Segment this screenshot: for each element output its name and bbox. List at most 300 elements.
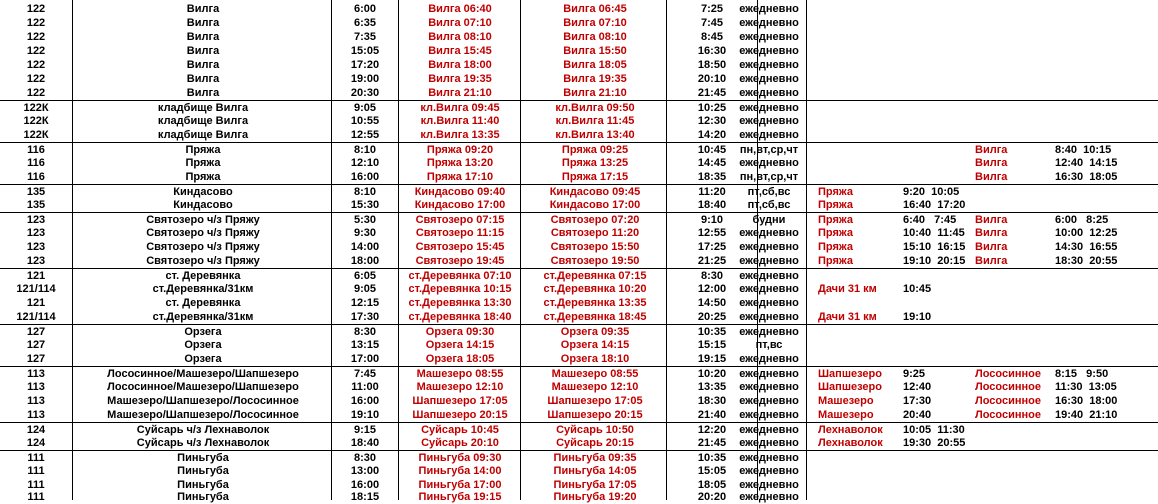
extra-stop-1-times: 10:40 11:45 (903, 227, 965, 239)
operating-days: пн,вт,ср,чт (739, 171, 799, 183)
operating-days: ежедневно (739, 395, 799, 407)
route-number: 113 (27, 395, 45, 407)
operating-days: ежедневно (739, 270, 799, 282)
route-number: 122К (23, 102, 49, 114)
destination: Вилга (186, 87, 220, 99)
arrival-stop: Шапшезеро 20:15 (412, 409, 508, 421)
route-number: 122 (26, 45, 46, 57)
operating-days: ежедневно (739, 115, 799, 127)
departure-time: 15:30 (350, 199, 380, 211)
extra-stop-1: Машезеро (818, 409, 874, 421)
table-row (0, 198, 1158, 212)
table-row (0, 380, 1158, 394)
route-number: 122 (26, 87, 46, 99)
destination: ст. Деревянка (165, 270, 241, 282)
route-number: 121/114 (16, 283, 56, 295)
return-stop: Пиньгуба 09:35 (553, 452, 637, 464)
route-number: 122 (26, 31, 46, 43)
return-stop: Святозеро 15:50 (550, 241, 640, 253)
table-row (0, 464, 1158, 478)
destination: Вилга (186, 17, 220, 29)
route-number: 116 (27, 144, 45, 156)
return-arrival-time: 18:50 (697, 59, 727, 71)
arrival-stop: кл.Вилга 09:45 (420, 102, 500, 114)
extra-stop-1-times: 15:10 16:15 (903, 241, 966, 253)
route-number: 127 (26, 326, 46, 338)
destination: Суйсарь ч/з Лехнаволок (136, 437, 270, 449)
extra-stop-1: Машезеро (818, 395, 874, 407)
destination: ст.Деревянка/31км (152, 283, 254, 295)
return-stop: Машезеро 08:55 (551, 368, 639, 380)
route-number: 122К (23, 129, 49, 141)
route-number: 113 (27, 368, 45, 380)
table-row (0, 114, 1158, 128)
extra-stop-1-times: 10:05 11:30 (903, 424, 965, 436)
table-row (0, 436, 1158, 450)
return-stop: Вилга 18:05 (563, 59, 627, 71)
arrival-stop: Вилга 08:10 (428, 31, 492, 43)
extra-stop-2-times: 18:30 20:55 (1055, 255, 1118, 267)
table-row (0, 44, 1158, 58)
return-stop: Вилга 15:50 (563, 45, 627, 57)
table-row (0, 240, 1158, 254)
destination: Машезеро/Шапшезеро/Лососинное (107, 409, 299, 421)
departure-time: 6:00 (353, 3, 377, 15)
extra-stop-1-times: 12:40 (903, 381, 932, 393)
table-row (0, 16, 1158, 30)
arrival-stop: ст.Деревянка 18:40 (408, 311, 512, 323)
arrival-stop: Киндасово 17:00 (414, 199, 506, 211)
extra-stop-1-times: 20:40 (903, 409, 932, 421)
route-number: 123 (26, 255, 46, 267)
table-row (0, 324, 1158, 339)
arrival-stop: Вилга 18:00 (428, 59, 492, 71)
table-row (0, 170, 1158, 184)
return-stop: Пряжа 09:25 (561, 144, 629, 156)
arrival-stop: Святозеро 19:45 (415, 255, 505, 267)
table-row (0, 72, 1158, 86)
extra-stop-2-times: 6:00 8:25 (1055, 214, 1109, 226)
destination: кладбище Вилга (157, 129, 249, 141)
operating-days: ежедневно (739, 129, 799, 141)
operating-days: пт,вс (755, 339, 783, 351)
arrival-stop: Машезеро 12:10 (416, 381, 504, 393)
return-stop: Суйсарь 10:50 (556, 424, 634, 436)
departure-time: 9:15 (353, 424, 377, 436)
arrival-stop: Суйсарь 10:45 (421, 424, 499, 436)
extra-stop-2-times: 14:30 16:55 (1055, 241, 1118, 253)
route-number: 123 (26, 227, 46, 239)
extra-stop-2: Вилга (975, 144, 1008, 156)
table-row (0, 212, 1158, 227)
return-arrival-time: 10:35 (697, 452, 727, 464)
departure-time: 12:55 (350, 129, 380, 141)
destination: Вилга (186, 73, 220, 85)
departure-time: 11:00 (351, 381, 379, 393)
route-number: 127 (26, 353, 46, 365)
departure-time: 16:00 (350, 395, 380, 407)
departure-time: 14:00 (350, 241, 380, 253)
arrival-stop: ст.Деревянка 07:10 (408, 270, 512, 282)
route-number: 123 (26, 241, 46, 253)
departure-time: 9:05 (353, 102, 377, 114)
departure-time: 19:00 (350, 73, 380, 85)
return-arrival-time: 21:45 (697, 437, 727, 449)
arrival-stop: Пиньгуба 09:30 (418, 452, 502, 464)
extra-stop-1: Пряжа (818, 227, 853, 239)
arrival-stop: ст.Деревянка 10:15 (408, 283, 512, 295)
arrival-stop: Орзега 18:05 (425, 353, 495, 365)
table-row (0, 156, 1158, 170)
departure-time: 12:15 (350, 297, 380, 309)
return-stop: ст.Деревянка 10:20 (543, 283, 647, 295)
return-arrival-time: 20:10 (697, 73, 727, 85)
arrival-stop: Шапшезеро 17:05 (412, 395, 508, 407)
return-arrival-time: 11:20 (698, 186, 726, 198)
return-stop: Вилга 08:10 (563, 31, 627, 43)
operating-days: ежедневно (739, 368, 799, 380)
return-arrival-time: 21:45 (697, 87, 727, 99)
departure-time: 7:35 (353, 31, 377, 43)
table-row (0, 30, 1158, 44)
route-number: 124 (26, 437, 46, 449)
operating-days: ежедневно (739, 424, 799, 436)
arrival-stop: Святозеро 15:45 (415, 241, 505, 253)
extra-stop-1: Дачи 31 км (818, 311, 877, 323)
table-row (0, 490, 1158, 504)
route-number: 111 (27, 452, 45, 464)
table-row (0, 338, 1158, 352)
table-row (0, 422, 1158, 437)
extra-stop-2: Лососинное (975, 381, 1041, 393)
departure-time: 6:35 (353, 17, 377, 29)
return-stop: Киндасово 17:00 (549, 199, 641, 211)
departure-time: 17:30 (350, 311, 380, 323)
destination: Пряжа (185, 171, 221, 183)
arrival-stop: Киндасово 09:40 (414, 186, 506, 198)
extra-stop-2-times: 8:40 10:15 (1055, 144, 1112, 156)
destination: Киндасово (173, 199, 233, 211)
extra-stop-2: Вилга (975, 227, 1008, 239)
extra-stop-2-times: 8:15 9:50 (1055, 368, 1109, 380)
arrival-stop: Пряжа 13:20 (426, 157, 494, 169)
operating-days: ежедневно (739, 465, 799, 477)
return-stop: ст.Деревянка 13:35 (543, 297, 647, 309)
destination: Святозеро ч/з Пряжу (146, 214, 260, 226)
arrival-stop: Пиньгуба 14:00 (418, 465, 502, 477)
route-number: 127 (26, 339, 46, 351)
destination: Пряжа (185, 157, 221, 169)
extra-stop-2-times: 16:30 18:00 (1055, 395, 1118, 407)
arrival-stop: Пиньгуба 17:00 (418, 479, 502, 491)
return-arrival-time: 14:50 (697, 297, 727, 309)
arrival-stop: Орзега 09:30 (425, 326, 495, 338)
extra-stop-1-times: 17:30 (903, 395, 932, 407)
departure-time: 13:15 (350, 339, 380, 351)
extra-stop-1-times: 9:20 10:05 (903, 186, 960, 198)
operating-days: ежедневно (739, 45, 799, 57)
return-arrival-time: 20:20 (697, 491, 727, 503)
return-stop: Вилга 21:10 (563, 87, 627, 99)
table-row (0, 296, 1158, 310)
destination: Пиньгуба (177, 491, 229, 503)
operating-days: будни (752, 214, 786, 226)
departure-time: 13:00 (350, 465, 380, 477)
extra-stop-2: Лососинное (975, 395, 1041, 407)
table-row (0, 128, 1158, 142)
return-stop: Орзега 14:15 (560, 339, 630, 351)
extra-stop-1: Шапшезеро (818, 381, 882, 393)
extra-stop-1-times: 6:40 7:45 (903, 214, 957, 226)
return-arrival-time: 15:15 (697, 339, 727, 351)
arrival-stop: Вилга 21:10 (428, 87, 492, 99)
destination: Суйсарь ч/з Лехнаволок (136, 424, 270, 436)
route-number: 111 (27, 479, 45, 491)
arrival-stop: Святозеро 07:15 (415, 214, 505, 226)
return-arrival-time: 20:25 (697, 311, 727, 323)
extra-stop-1-times: 16:40 17:20 (903, 199, 966, 211)
table-row (0, 282, 1158, 296)
departure-time: 18:15 (350, 491, 380, 503)
return-arrival-time: 21:40 (697, 409, 727, 421)
return-arrival-time: 10:35 (697, 326, 727, 338)
destination: Пиньгуба (177, 465, 229, 477)
destination: кладбище Вилга (157, 102, 249, 114)
arrival-stop: кл.Вилга 11:40 (420, 115, 500, 127)
return-stop: Суйсарь 20:15 (556, 437, 634, 449)
operating-days: ежедневно (739, 311, 799, 323)
extra-stop-2: Вилга (975, 214, 1008, 226)
destination: кладбище Вилга (157, 115, 249, 127)
return-arrival-time: 17:25 (697, 241, 727, 253)
return-arrival-time: 10:20 (697, 368, 727, 380)
operating-days: пн,вт,ср,чт (739, 144, 799, 156)
departure-time: 7:45 (353, 368, 377, 380)
departure-time: 16:00 (350, 171, 380, 183)
operating-days: ежедневно (739, 3, 799, 15)
departure-time: 8:30 (353, 326, 377, 338)
arrival-stop: ст.Деревянка 13:30 (408, 297, 512, 309)
extra-stop-2: Вилга (975, 171, 1008, 183)
table-row (0, 450, 1158, 465)
destination: Лососинное/Машезеро/Шапшезеро (107, 368, 299, 380)
arrival-stop: Суйсарь 20:10 (421, 437, 499, 449)
return-stop: Пряжа 17:15 (561, 171, 629, 183)
departure-time: 18:00 (350, 255, 380, 267)
return-arrival-time: 9:10 (700, 214, 724, 226)
return-stop: ст.Деревянка 07:15 (543, 270, 647, 282)
table-row (0, 142, 1158, 157)
route-number: 111 (27, 491, 45, 503)
route-number: 121 (26, 270, 46, 282)
departure-time: 19:10 (350, 409, 380, 421)
operating-days: ежедневно (739, 297, 799, 309)
operating-days: ежедневно (739, 326, 799, 338)
route-number: 113 (27, 409, 45, 421)
arrival-stop: Вилга 07:10 (428, 17, 492, 29)
operating-days: ежедневно (739, 59, 799, 71)
departure-time: 8:30 (353, 452, 377, 464)
return-stop: Машезеро 12:10 (551, 381, 639, 393)
table-row (0, 268, 1158, 283)
return-arrival-time: 8:30 (700, 270, 724, 282)
return-arrival-time: 15:05 (697, 465, 727, 477)
route-number: 135 (26, 199, 46, 211)
destination: Святозеро ч/з Пряжу (146, 241, 260, 253)
extra-stop-1: Шапшезеро (818, 368, 882, 380)
route-number: 121 (26, 297, 46, 309)
extra-stop-1: Пряжа (818, 214, 853, 226)
operating-days: ежедневно (739, 491, 799, 503)
destination: Машезеро/Шапшезеро/Лососинное (107, 395, 299, 407)
route-number: 111 (27, 465, 45, 477)
extra-stop-2: Лососинное (975, 409, 1041, 421)
route-number: 122К (23, 115, 49, 127)
destination: Святозеро ч/з Пряжу (146, 255, 260, 267)
return-arrival-time: 14:20 (697, 129, 727, 141)
operating-days: ежедневно (739, 283, 799, 295)
extra-stop-1-times: 9:25 (903, 368, 926, 380)
return-arrival-time: 18:40 (697, 199, 727, 211)
operating-days: ежедневно (739, 31, 799, 43)
extra-stop-1: Пряжа (818, 199, 853, 211)
table-row (0, 366, 1158, 381)
destination: Орзега (184, 339, 222, 351)
table-row (0, 394, 1158, 408)
route-number: 116 (27, 171, 45, 183)
extra-stop-2-times: 19:40 21:10 (1055, 409, 1118, 421)
departure-time: 16:00 (350, 479, 380, 491)
return-stop: Вилга 06:45 (563, 3, 627, 15)
return-arrival-time: 18:05 (697, 479, 727, 491)
extra-stop-1-times: 19:10 20:15 (903, 255, 966, 267)
route-number: 122 (26, 17, 46, 29)
destination: Вилга (186, 59, 220, 71)
extra-stop-1-times: 10:45 (903, 283, 932, 295)
operating-days: ежедневно (739, 87, 799, 99)
return-stop: кл.Вилга 11:45 (555, 115, 635, 127)
return-arrival-time: 12:55 (697, 227, 727, 239)
destination: ст.Деревянка/31км (152, 311, 254, 323)
arrival-stop: Пряжа 17:10 (426, 171, 494, 183)
departure-time: 18:40 (350, 437, 380, 449)
return-stop: кл.Вилга 13:40 (555, 129, 635, 141)
table-row (0, 58, 1158, 72)
return-arrival-time: 12:20 (697, 424, 727, 436)
route-number: 135 (26, 186, 46, 198)
operating-days: ежедневно (739, 17, 799, 29)
extra-stop-2-times: 12:40 14:15 (1055, 157, 1118, 169)
table-row (0, 408, 1158, 422)
operating-days: пт,сб,вс (747, 199, 791, 211)
arrival-stop: Пряжа 09:20 (426, 144, 494, 156)
return-stop: Пиньгуба 17:05 (553, 479, 637, 491)
return-stop: Пиньгуба 19:20 (553, 491, 637, 503)
return-stop: Орзега 18:10 (560, 353, 630, 365)
destination: Вилга (186, 3, 220, 15)
destination: ст. Деревянка (165, 297, 241, 309)
return-stop: Вилга 19:35 (563, 73, 627, 85)
departure-time: 15:05 (350, 45, 380, 57)
operating-days: ежедневно (739, 241, 799, 253)
operating-days: ежедневно (739, 437, 799, 449)
destination: Пиньгуба (177, 479, 229, 491)
destination: Вилга (186, 45, 220, 57)
route-number: 124 (26, 424, 46, 436)
return-arrival-time: 12:00 (697, 283, 727, 295)
destination: Вилга (186, 31, 220, 43)
arrival-stop: Вилга 19:35 (428, 73, 492, 85)
departure-time: 5:30 (353, 214, 377, 226)
return-arrival-time: 12:30 (697, 115, 727, 127)
route-number: 122 (26, 73, 46, 85)
extra-stop-1-times: 19:30 20:55 (903, 437, 966, 449)
extra-stop-2: Вилга (975, 157, 1008, 169)
extra-stop-2-times: 16:30 18:05 (1055, 171, 1118, 183)
departure-time: 12:10 (350, 157, 380, 169)
extra-stop-1: Лехнаволок (818, 437, 883, 449)
operating-days: ежедневно (739, 102, 799, 114)
return-stop: Святозеро 11:20 (550, 227, 640, 239)
extra-stop-2: Лососинное (975, 368, 1041, 380)
extra-stop-1: Пряжа (818, 186, 853, 198)
return-stop: кл.Вилга 09:50 (555, 102, 635, 114)
arrival-stop: кл.Вилга 13:35 (420, 129, 500, 141)
route-number: 122 (26, 59, 46, 71)
return-stop: Шапшезеро 20:15 (547, 409, 643, 421)
operating-days: ежедневно (739, 452, 799, 464)
return-stop: ст.Деревянка 18:45 (543, 311, 647, 323)
return-arrival-time: 10:45 (697, 144, 727, 156)
extra-stop-1-times: 19:10 (903, 311, 932, 323)
route-number: 113 (27, 381, 45, 393)
extra-stop-2: Вилга (975, 255, 1008, 267)
arrival-stop: Вилга 06:40 (428, 3, 492, 15)
operating-days: ежедневно (739, 255, 799, 267)
operating-days: ежедневно (739, 479, 799, 491)
return-arrival-time: 19:15 (697, 353, 727, 365)
departure-time: 17:00 (350, 353, 380, 365)
destination: Киндасово (173, 186, 233, 198)
table-row (0, 184, 1158, 199)
table-row (0, 226, 1158, 240)
return-stop: Киндасово 09:45 (549, 186, 641, 198)
extra-stop-2-times: 10:00 12:25 (1055, 227, 1118, 239)
return-arrival-time: 8:45 (700, 31, 724, 43)
return-stop: Орзега 09:35 (560, 326, 630, 338)
destination: Лососинное/Машезеро/Шапшезеро (107, 381, 299, 393)
destination: Пряжа (185, 144, 221, 156)
return-stop: Святозеро 19:50 (550, 255, 640, 267)
table-row (0, 86, 1158, 100)
return-stop: Пиньгуба 14:05 (553, 465, 637, 477)
operating-days: ежедневно (739, 227, 799, 239)
route-number: 116 (27, 157, 45, 169)
arrival-stop: Пиньгуба 19:15 (418, 491, 502, 503)
table-row (0, 310, 1158, 324)
return-arrival-time: 14:45 (697, 157, 727, 169)
extra-stop-2: Вилга (975, 241, 1008, 253)
operating-days: ежедневно (739, 353, 799, 365)
table-row (0, 2, 1158, 16)
departure-time: 8:10 (353, 186, 377, 198)
return-stop: Вилга 07:10 (563, 17, 627, 29)
return-stop: Пряжа 13:25 (561, 157, 629, 169)
route-number: 122 (26, 3, 46, 15)
return-arrival-time: 13:35 (697, 381, 727, 393)
table-row (0, 352, 1158, 366)
destination: Орзега (184, 326, 222, 338)
